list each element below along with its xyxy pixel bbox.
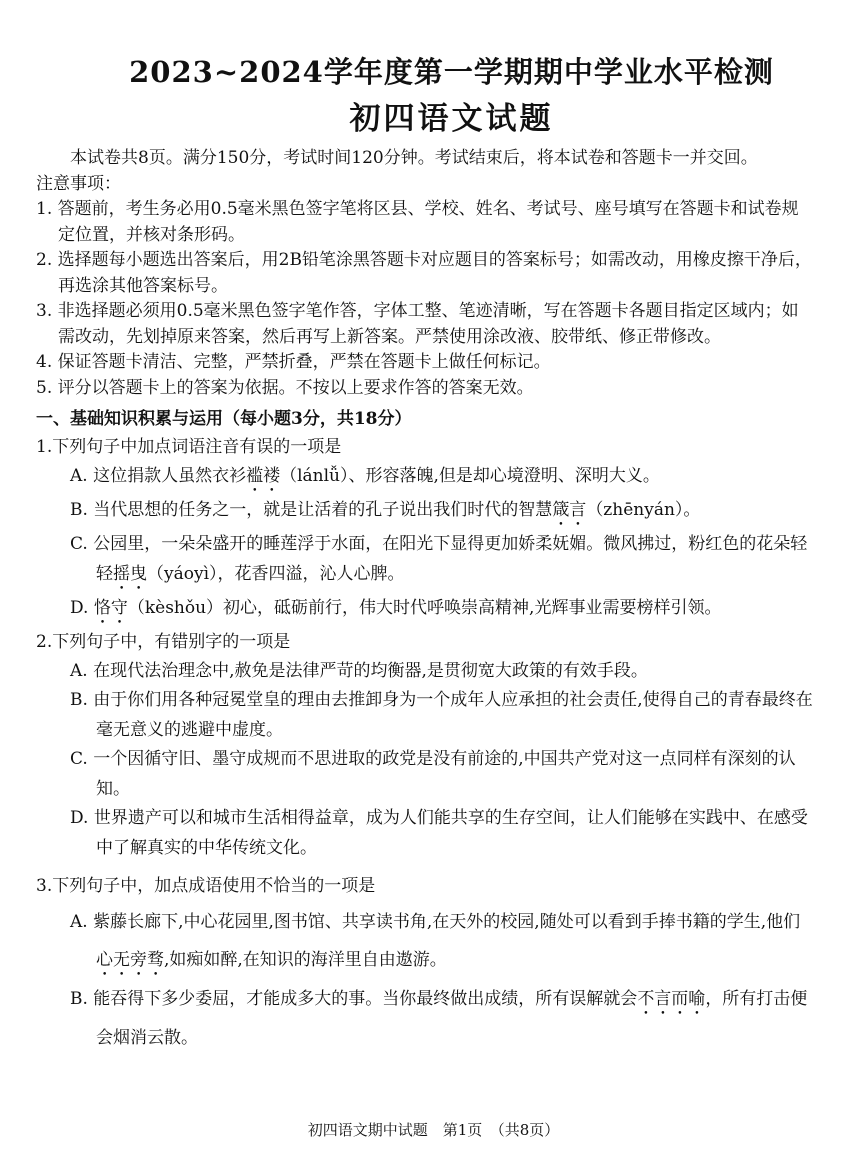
notice-item: 5. 评分以答题卡上的答案为依据。不按以上要求作答的答案无效。 [36, 377, 534, 398]
option-b: B. 能吞得下多少委屈，才能成多大的事。当你最终做出成绩，所有误解就会不言而喻，所有打击便会烟消云散。 [70, 989, 808, 1048]
notice-item: 4. 保证答题卡清洁、完整，严禁折叠，严禁在答题卡上做任何标记。 [36, 352, 551, 372]
option-b: B. 当代思想的任务之一，就是让活着的孔子说出我们时代的智慧箴言（zhēnyán）。 [70, 500, 701, 520]
question-2 [36, 628, 815, 864]
dotted-word: 摇曳 [113, 563, 147, 584]
question-3 [36, 869, 815, 1057]
option-a: A. 紫藤长廊下,中心花园里,图书馆、共享读书角,在天外的校园,随处可以看到手捧书籍的学生,他们心无旁骛,如痴如醉,在知识的海洋里自由遨游。 [70, 912, 801, 970]
notice-item: 2. 选择题每小题选出答案后，用2B铅笔涂黑答题卡对应题目的答案标号；如需改动，用橡皮擦干净后，再选涂其他答案标号。 [36, 250, 812, 296]
dotted-word: 心无旁骛 [96, 950, 164, 970]
option-c: C. 公园里，一朵朵盛开的睡莲浮于水面，在阳光下显得更加娇柔妩媚。微风拂过，粉红色的花朵轻轻摇曳（yáoyì），花香四溢，沁人心脾。 [70, 534, 808, 584]
option-b: B. 由于你们用各种冠冕堂皇的理由去推卸身为一个成年人应承担的社会责任,使得自己的青春最终在毫无意义的逃避中虚度。 [70, 690, 813, 740]
option-d: D. 世界遗产可以和城市生活相得益章，成为人们能共享的生存空间，让人们能够在实践中、在感受中了解真实的中华传统文化。 [70, 808, 808, 858]
option-d: D. 恪守（kèshǒu）初心，砥砺前行，伟大时代呼唤崇高精神,光辉事业需要榜样引领。 [70, 597, 722, 618]
option-a: A. 这位捐款人虽然衣衫褴褛（lánlǚ）、形容落魄,但是却心境澄明、深明大义。 [70, 466, 660, 486]
dotted-word: 褴褛 [246, 466, 281, 486]
exam-subtitle: 初四语文试题 [349, 101, 554, 137]
page-footer: 初四语文期中试题 第1页 （共8页） [307, 1121, 560, 1139]
notice-item: 3. 非选择题必须用0.5毫米黑色签字笔作答，字体工整、笔迹清晰，写在答题卡各题目指定区域内；如需改动，先划掉原来答案，然后再写上新答案。严禁使用涂改液、胶带纸、修正带修改。 [36, 301, 799, 347]
exam-title: 2023~2024学年度第一学期期中学业水平检测 [129, 55, 774, 89]
question-stem: 3.下列句子中，加点成语使用不恰当的一项是 [36, 876, 376, 896]
notice-block [36, 172, 815, 402]
question-stem: 2.下列句子中，有错别字的一项是 [36, 631, 291, 652]
dotted-word: 恪守 [93, 597, 128, 618]
dotted-word: 箴言 [552, 500, 587, 520]
question-1 [36, 433, 815, 628]
option-c: C. 一个因循守旧、墨守成规而不思进取的政党是没有前途的,中国共产党对这一点同样有深刻的认知。 [70, 749, 796, 799]
dotted-word: 不言而喻 [637, 989, 706, 1009]
notice-heading: 注意事项： [36, 173, 121, 194]
question-stem: 1.下列句子中加点词语注音有误的一项是 [36, 437, 342, 457]
intro-text: 本试卷共8页。满分150分，考试时间120分钟。考试结束后，将本试卷和答题卡一并交回。 [70, 148, 758, 168]
notice-item: 1. 答题前，考生务必用0.5毫米黑色签字笔将区县、学校、姓名、考试号、座号填写在答题卡和试卷规定位置，并核对条形码。 [36, 199, 799, 245]
section-heading: 一、基础知识积累与运用（每小题3分，共18分） [36, 409, 412, 429]
option-a: A. 在现代法治理念中,赦免是法律严苛的均衡器,是贯彻宽大政策的有效手段。 [70, 660, 648, 681]
